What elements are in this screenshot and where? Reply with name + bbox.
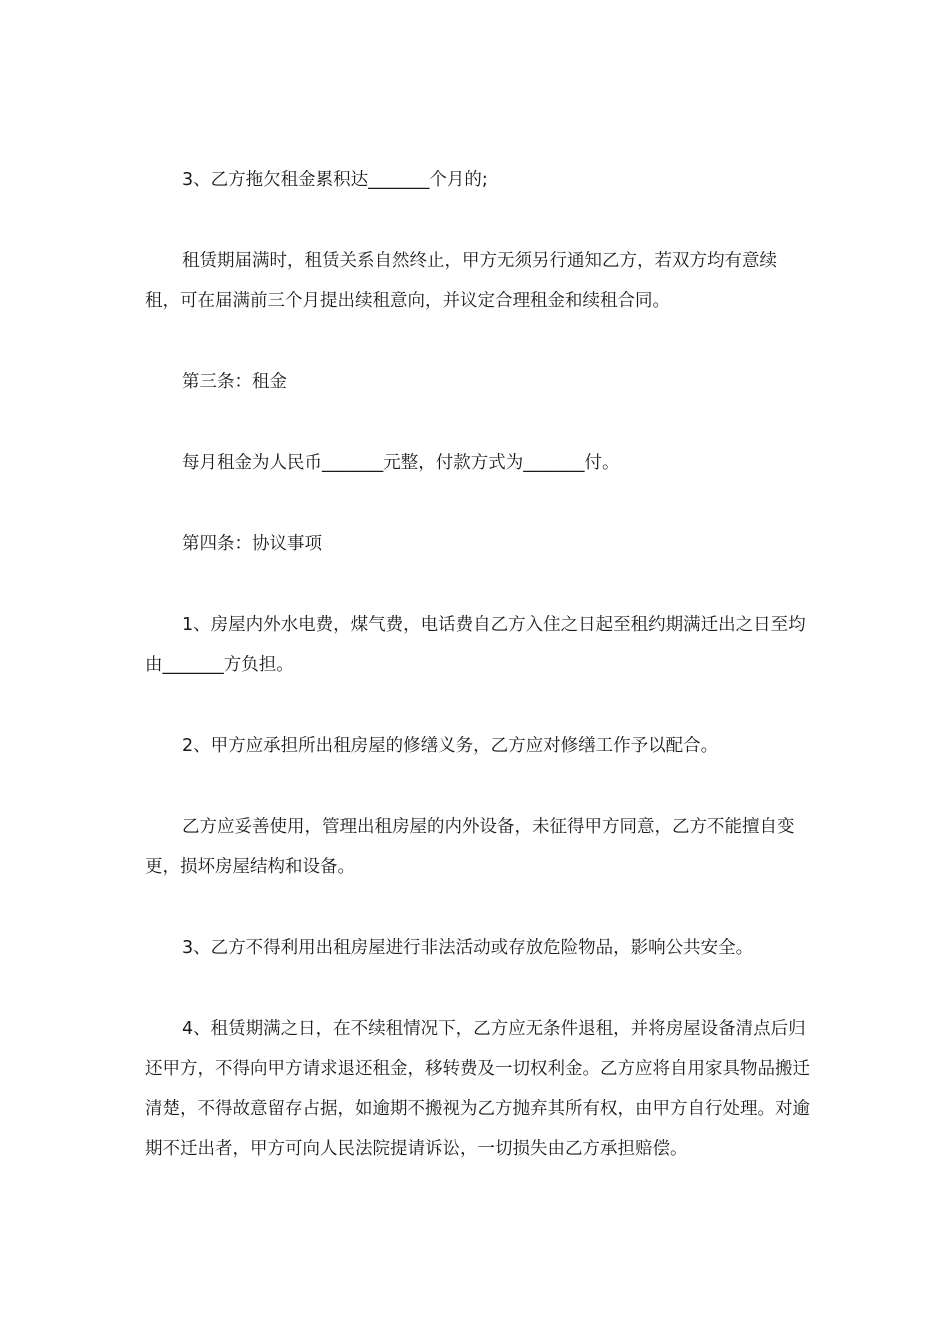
clause-arrears-months: 3、乙方拖欠租金累积达_______个月的; xyxy=(182,170,488,190)
clause-lease-end: 4、租赁期满之日，在不续租情况下，乙方应无条件退租，并将房屋设备清点后归还甲方，不得向甲方请求退还租金，移转费及一切权利金。乙方应将自用家具物品搬迁清楚，不得故意留存占据，如逾期不搬视为乙方抛弃其所有权，由甲方自行处理。对逾期不迁出者，甲方可向人民法院提请诉讼，一切损失由乙方承担赔偿。 xyxy=(145,1019,810,1159)
monthly-rent-paragraph: 每月租金为人民币_______元整，付款方式为_______付。 xyxy=(182,453,620,473)
clause-illegal-activity: 3、乙方不得利用出租房屋进行非法活动或存放危险物品，影响公共安全。 xyxy=(182,938,754,958)
article-four-heading: 第四条：协议事项 xyxy=(182,534,322,554)
tenant-care-paragraph: 乙方应妥善使用，管理出租房屋的内外设备，未征得甲方同意，乙方不能擅自变更，损坏房屋结构和设备。 xyxy=(145,817,795,877)
clause-repairs: 2、甲方应承担所出租房屋的修缮义务，乙方应对修缮工作予以配合。 xyxy=(182,736,719,756)
lease-expiry-paragraph: 租赁期届满时，租赁关系自然终止，甲方无须另行通知乙方，若双方均有意续租，可在届满前三个月提出续租意向，并议定合理租金和续租合同。 xyxy=(145,251,777,311)
document-body xyxy=(145,160,810,1210)
clause-utilities: 1、房屋内外水电费，煤气费，电话费自乙方入住之日起至租约期满迁出之日至均由_______方负担。 xyxy=(145,615,806,675)
article-three-heading: 第三条：租金 xyxy=(182,372,287,392)
